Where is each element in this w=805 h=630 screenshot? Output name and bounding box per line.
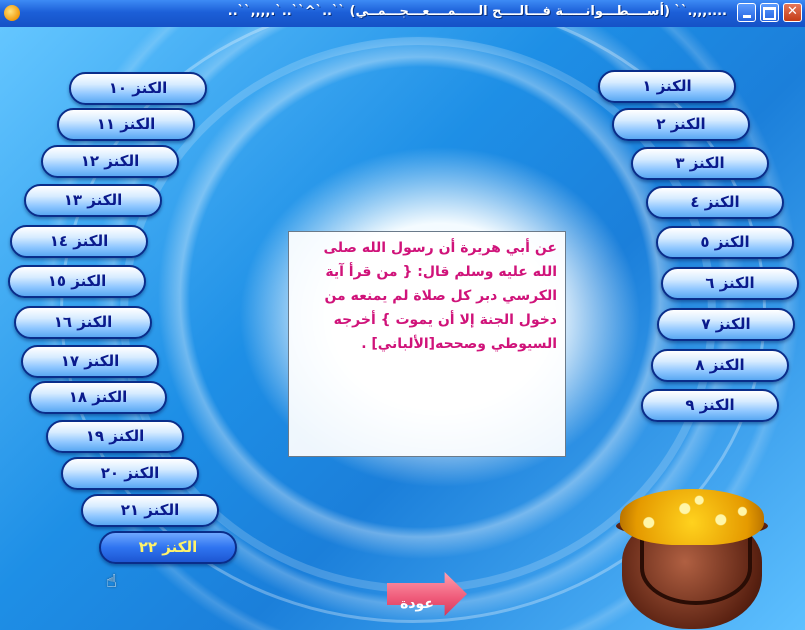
kanz-button-8[interactable]: الكنز ٨ [651,349,789,382]
kanz-button-15[interactable]: الكنز ١٥ [8,265,146,298]
kanz-button-18[interactable]: الكنز ١٨ [29,381,167,414]
kanz-button-10[interactable]: الكنز ١٠ [69,72,207,105]
minimize-button[interactable] [737,3,756,22]
kanz-button-17[interactable]: الكنز ١٧ [21,345,159,378]
kanz-button-6[interactable]: الكنز ٦ [661,267,799,300]
kanz-button-3[interactable]: الكنز ٣ [631,147,769,180]
kanz-button-9[interactable]: الكنز ٩ [641,389,779,422]
kanz-button-11[interactable]: الكنز ١١ [57,108,195,141]
treasure-pot-icon [612,489,772,629]
kanz-button-5[interactable]: الكنز ٥ [656,226,794,259]
kanz-button-22[interactable]: الكنز ٢٢ [99,531,237,564]
back-button-label: عودة [400,596,434,612]
hadith-text-panel [288,231,566,457]
kanz-button-20[interactable]: الكنز ٢٠ [61,457,199,490]
kanz-button-14[interactable]: الكنز ١٤ [10,225,148,258]
title-bar [0,0,805,28]
kanz-button-16[interactable]: الكنز ١٦ [14,306,152,339]
kanz-button-19[interactable]: الكنز ١٩ [46,420,184,453]
close-button[interactable] [783,3,802,22]
window-title: ....,,,.`` (أســــطـــوانـــــة فـــالــــح الـــــمــــعـــجـــمــي) ``..`^``..`.,,,,``.. [227,4,727,19]
close-icon: ✕ [787,4,798,19]
hand-cursor-icon: ☝ [106,571,117,592]
maximize-icon [763,7,776,20]
kanz-button-4[interactable]: الكنز ٤ [646,186,784,219]
app-icon [4,5,20,21]
kanz-button-21[interactable]: الكنز ٢١ [81,494,219,527]
kanz-button-2[interactable]: الكنز ٢ [612,108,750,141]
kanz-button-7[interactable]: الكنز ٧ [657,308,795,341]
kanz-button-12[interactable]: الكنز ١٢ [41,145,179,178]
hadith-text: عن أبي هريرة أن رسول الله صلى الله عليه وسلم قال: { من قرأ آية الكرسي دبر كل صلاة لم يمنعه من دخول الجنة إلا أن يموت } أخرجه السيوطي وصححه[الألباني] . [323,240,557,352]
minimize-icon [743,15,751,18]
kanz-button-1[interactable]: الكنز ١ [598,70,736,103]
maximize-button[interactable] [760,3,779,22]
kanz-button-13[interactable]: الكنز ١٣ [24,184,162,217]
client-area [0,27,805,630]
